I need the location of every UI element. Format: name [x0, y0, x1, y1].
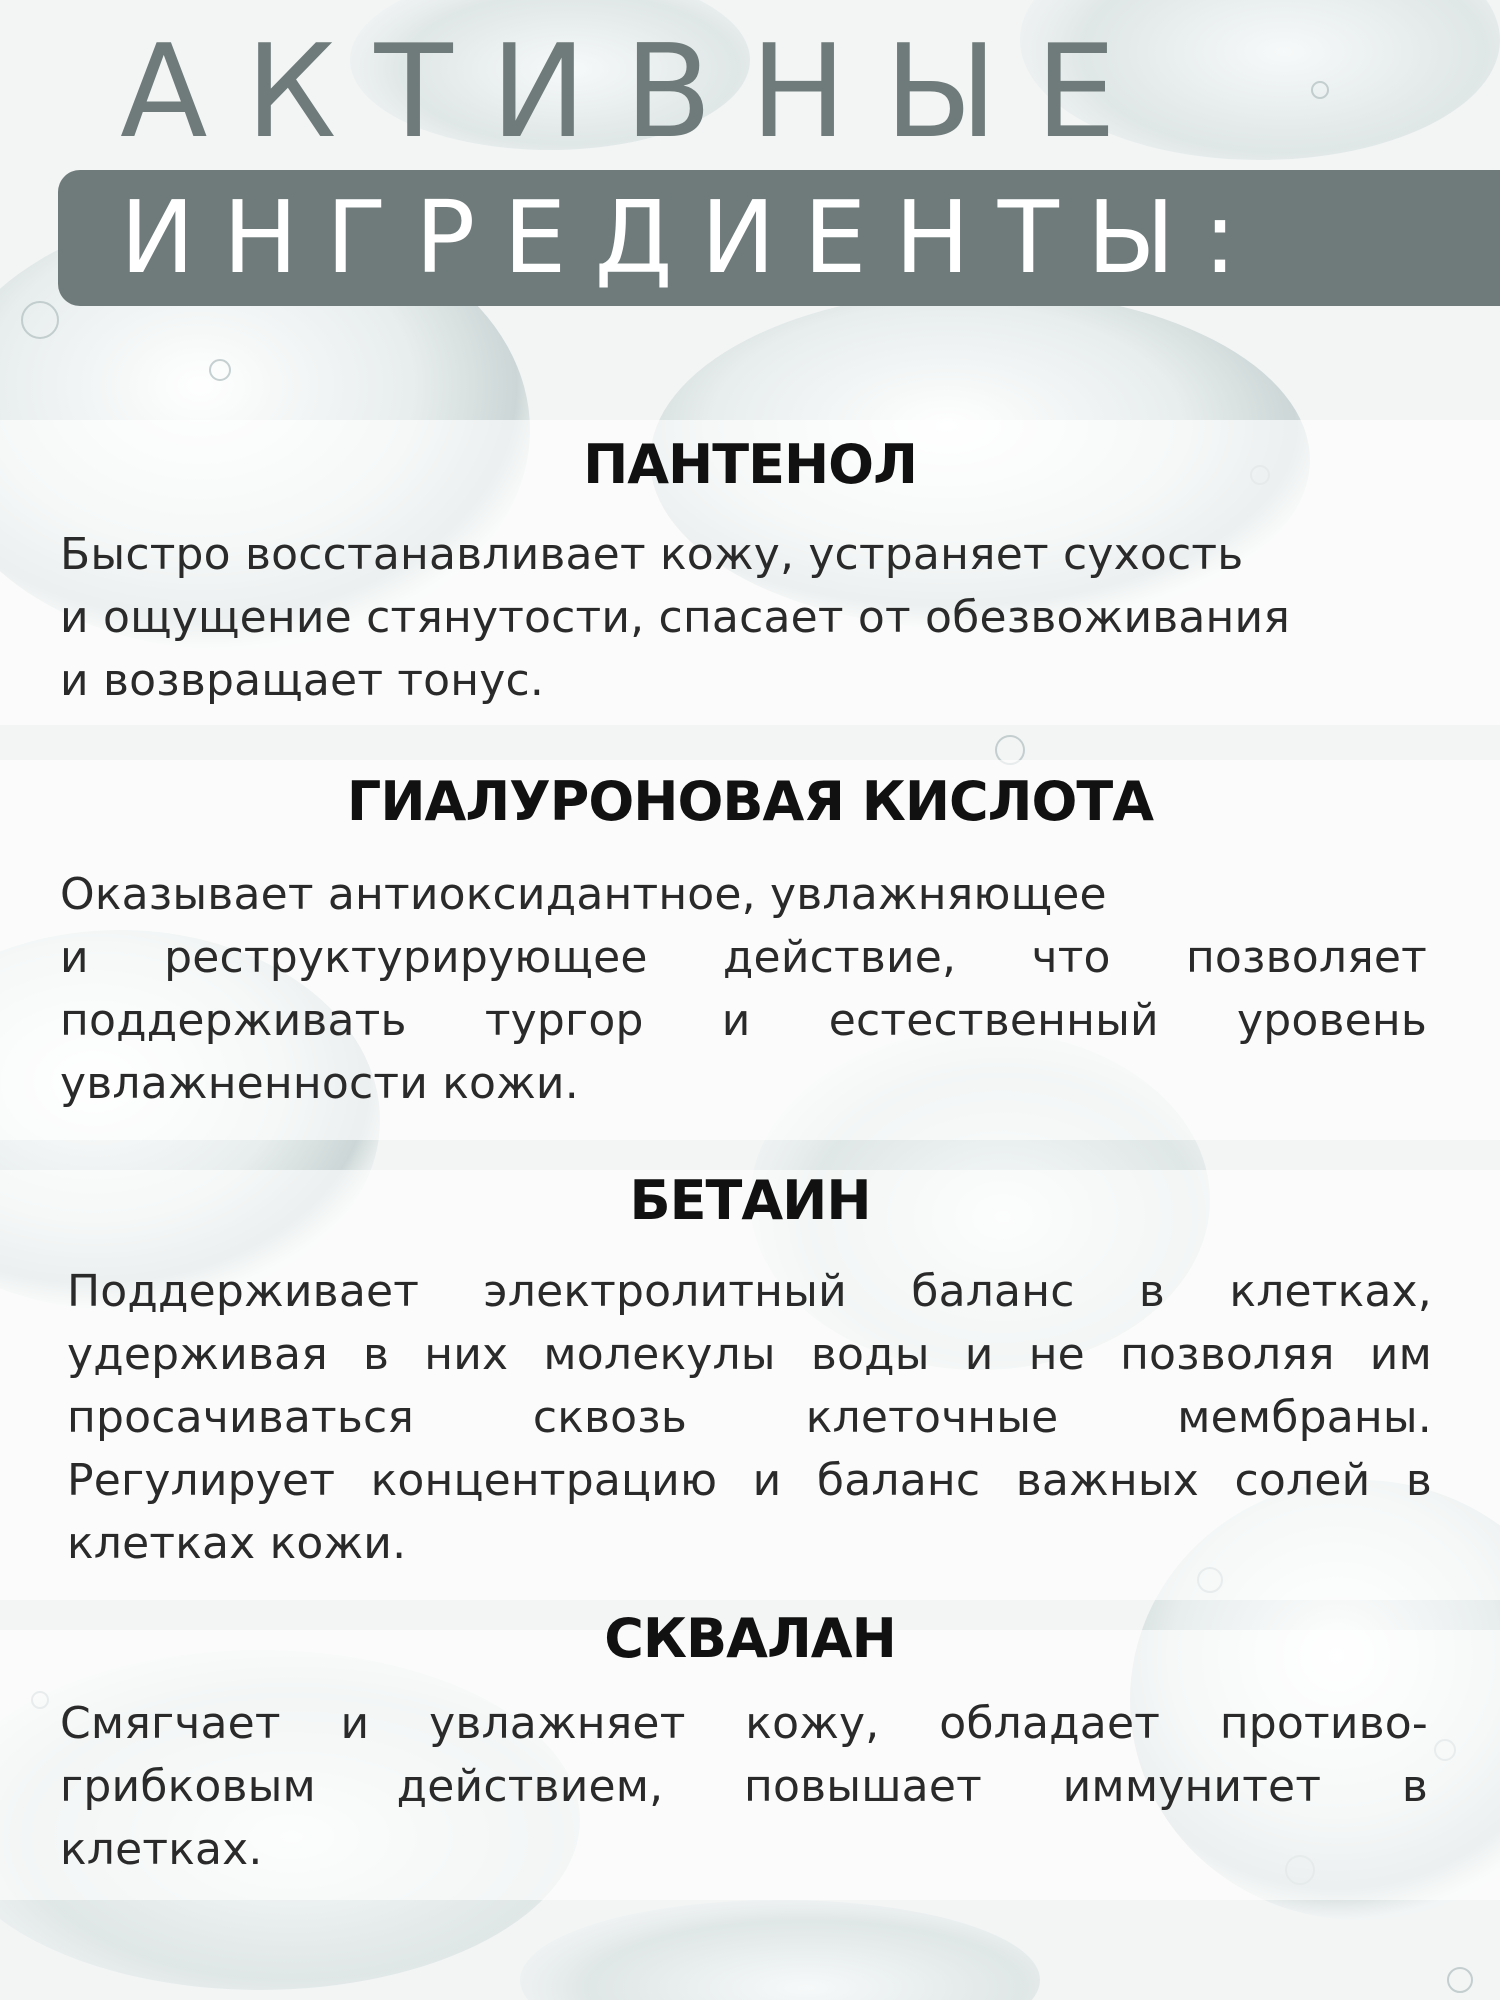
description-line: поддерживать тургор и естественный уровень [60, 995, 1427, 1046]
description-line: Регулирует концентрацию и баланс важных солей в [67, 1455, 1432, 1506]
page-title-line-1: АКТИВНЫЕ [120, 18, 1155, 167]
ingredient-title-squalane: СКВАЛАН [604, 1607, 896, 1670]
description-line: грибковым действием, повышает иммунитет в [60, 1761, 1428, 1812]
description-line: удерживая в них молекулы воды и не позволяя им [67, 1329, 1432, 1380]
ingredient-description-betaine [67, 1260, 1432, 1575]
description-line: Смягчает и увлажняет кожу, обладает противо- [60, 1698, 1428, 1749]
description-line: клетках. [60, 1824, 263, 1875]
ingredient-description-squalane [60, 1692, 1428, 1881]
description-line: Поддерживает электролитный баланс в клетках, [67, 1266, 1432, 1317]
description-line: и возвращает тонус. [60, 655, 545, 706]
ingredient-description-panthenol [60, 523, 1480, 712]
ingredient-title-hyaluronic-acid: ГИАЛУРОНОВАЯ КИСЛОТА [346, 770, 1154, 833]
ingredient-title-panthenol: ПАНТЕНОЛ [583, 433, 917, 496]
description-line: просачиваться сквозь клеточные мембраны. [67, 1392, 1432, 1443]
description-line: клетках кожи. [67, 1518, 407, 1569]
description-line: Оказывает антиоксидантное, увлажняющее [60, 869, 1107, 920]
ingredient-title-betaine: БЕТАИН [629, 1169, 871, 1232]
description-line: и ощущение стянутости, спасает от обезвоживания [60, 592, 1290, 643]
description-line: Быстро восстанавливает кожу, устраняет сухость [60, 529, 1244, 580]
description-line: увлажненности кожи. [60, 1058, 579, 1109]
page-title-line-2: ИНГРЕДИЕНТЫ: [120, 179, 1265, 296]
ingredient-description-hyaluronic-acid [60, 863, 1427, 1115]
description-line: и реструктурирующее действие, что позволяет [60, 932, 1427, 983]
